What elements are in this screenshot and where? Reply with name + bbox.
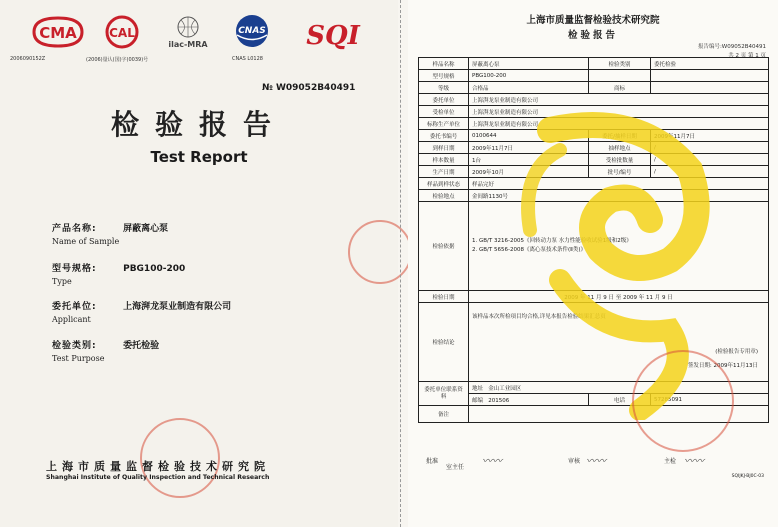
row-value: / [651, 142, 769, 154]
cal-caption: (2006)量认(国)字(0039)号 [86, 57, 149, 63]
approver-title: 室主任 [446, 464, 465, 471]
row-key: 样本数量 [419, 154, 469, 166]
field-applicant [52, 294, 231, 324]
field-value: PBG100-200 [123, 264, 186, 274]
field-value: 屏蔽离心泵 [123, 224, 169, 234]
field-label-en: Applicant [52, 315, 91, 324]
row-key: 型号规格 [419, 70, 469, 82]
row-key: 备注 [419, 406, 469, 423]
row-value: 合格品 [469, 82, 589, 94]
row-value: / [651, 154, 769, 166]
accreditation-logos [10, 14, 370, 64]
row-key: 商标 [589, 82, 651, 94]
row-key: 检验地点 [419, 190, 469, 202]
field-label-en: Type [52, 277, 72, 286]
row-value: 屏蔽离心泵 [469, 58, 589, 70]
sqi-logo-text: SQI [306, 21, 360, 51]
row-value: 样品完好 [469, 178, 769, 190]
row-key: 标称生产单位 [419, 118, 469, 130]
row-key: 等级 [419, 82, 469, 94]
page-institute-title: 上海市质量监督检验技术研究院 [526, 15, 660, 26]
cma-caption: 2006090152Z [10, 56, 46, 62]
ilac-mra-logo [162, 14, 214, 50]
table-row [419, 142, 769, 154]
row-key: 检验结论 [419, 303, 469, 382]
cnas-logo-text: CNAS [238, 26, 266, 36]
field-value: 委托检验 [123, 341, 160, 351]
cnas-logo [228, 14, 276, 50]
page-fold-divider [400, 0, 407, 527]
table-row [419, 291, 769, 303]
address-value: 金山工业园区 [488, 385, 522, 392]
table-row [419, 166, 769, 178]
table-row-basis [419, 202, 769, 291]
row-key: 检验依据 [419, 202, 469, 291]
row-key: 批号/编号 [589, 166, 651, 178]
page-report-number: 报告编号:W09052B40491 [697, 44, 766, 50]
field-value: 上海湃龙泵业制造有限公司 [123, 302, 232, 312]
table-row [419, 94, 769, 106]
seal-note: (检验报告专用章) [715, 349, 758, 355]
row-key: 受检批数量 [589, 154, 651, 166]
row-key: 样品到样状态 [419, 178, 469, 190]
row-key: 样品名称 [419, 58, 469, 70]
row-key: 委托单位 [419, 94, 469, 106]
test-date-value: 2009 年 11 月 9 日 至 2009 年 11 月 9 日 [469, 291, 769, 303]
field-label-en: Test Purpose [52, 354, 105, 363]
table-row [419, 106, 769, 118]
page-count: 共 2 页 第 1 页 [728, 53, 766, 59]
row-key: 抽样地点 [589, 142, 651, 154]
ilac-logo-text: ilac-MRA [168, 40, 208, 49]
cma-logo [30, 14, 86, 50]
row-key: 生产日期 [419, 166, 469, 178]
field-test-purpose [52, 333, 159, 363]
row-value [651, 82, 769, 94]
row-value: 委托检验 [651, 58, 769, 70]
report-title-en: Test Report [150, 148, 248, 166]
field-label-cn: 产品名称: [52, 224, 97, 234]
row-value: 金间路1130号 [469, 190, 769, 202]
address-label: 地址 [472, 385, 484, 392]
field-label-cn: 型号规格: [52, 264, 97, 274]
table-row [419, 154, 769, 166]
row-key: 检验类别 [589, 58, 651, 70]
reviewer-signature: 〰〰 [586, 456, 606, 467]
issue-date: 签发日期: 2009年11月13日 [687, 363, 758, 369]
inspector-signature: 〰〰 [684, 456, 704, 467]
postcode-label: 邮编 [472, 397, 484, 404]
row-key: 检验日期 [419, 291, 469, 303]
approver-signature: 〰〰 [482, 456, 502, 467]
institute-name-en: Shanghai Institute of Quality Inspection and Technical Research [46, 474, 270, 481]
row-value: 1台 [469, 154, 589, 166]
report-number: № W09052B40491 [262, 83, 356, 93]
row-key: 到样日期 [419, 142, 469, 154]
conclusion-text: 该样品本次所检项目均合格,详见本报告检验结果汇总页 [472, 314, 606, 320]
basis-line: 2. GB/T 5656-2008《离心泵技术条件(Ⅱ类)》 [472, 247, 586, 253]
basis-cell [469, 202, 769, 291]
row-value: 2009年11月7日 [469, 142, 589, 154]
field-sample-name [52, 216, 168, 246]
cma-logo-text: CMA [39, 24, 77, 42]
table-row [419, 70, 769, 82]
row-value: 2009年10月 [469, 166, 589, 178]
cal-logo [92, 14, 152, 50]
field-label-cn: 委托单位: [52, 302, 97, 312]
basis-line: 1. GB/T 3216-2005《回转动力泵 水力性能验收试验1级和2级》 [472, 238, 632, 244]
postcode-value: 201506 [488, 397, 510, 404]
inspector-label: 主检 [664, 458, 677, 465]
row-key: 委托单位联系资料 [419, 382, 469, 406]
table-row [419, 82, 769, 94]
reviewer-label: 审核 [568, 458, 581, 465]
report-data-page [408, 0, 778, 527]
row-key: 委托书编号 [419, 130, 469, 142]
cal-logo-text: CAL [109, 26, 135, 40]
row-value: 上海湃龙泵业制造有限公司 [469, 106, 769, 118]
inspection-report-seal-stamp [632, 350, 734, 452]
report-title-cn: 检验报告 [110, 108, 287, 141]
table-row [419, 118, 769, 130]
institute-name-cn: 上海市质量监督检验技术研究院 [46, 460, 270, 473]
phone-value: 57285091 [651, 394, 769, 406]
field-label-en: Name of Sample [52, 237, 120, 246]
form-code: SQIJKJ-BJ0C-03 [731, 474, 764, 479]
row-value: / [651, 166, 769, 178]
row-value [651, 70, 769, 82]
field-type [52, 256, 185, 286]
sqi-logo [294, 14, 372, 54]
row-key [589, 70, 651, 82]
row-value: 上海湃龙泵业制造有限公司 [469, 94, 769, 106]
row-value: 上海湃龙泵业制造有限公司 [469, 118, 769, 130]
phone-label: 电话 [589, 394, 651, 406]
table-row [419, 58, 769, 70]
contact-postcode-cell [469, 394, 589, 406]
row-value: 0100644 [469, 130, 589, 142]
row-key: 委托/抽样日期 [589, 130, 651, 142]
field-label-cn: 检验类别: [52, 341, 97, 351]
page-report-title: 检验报告 [567, 30, 618, 41]
row-key: 受检单位 [419, 106, 469, 118]
table-row [419, 190, 769, 202]
table-row [419, 178, 769, 190]
row-value: 2009年11月7日 [651, 130, 769, 142]
row-value: PBG100-200 [469, 70, 589, 82]
cnas-caption: CNAS L0128 [232, 56, 263, 62]
approver-label: 批准 [426, 458, 439, 465]
table-row [419, 130, 769, 142]
